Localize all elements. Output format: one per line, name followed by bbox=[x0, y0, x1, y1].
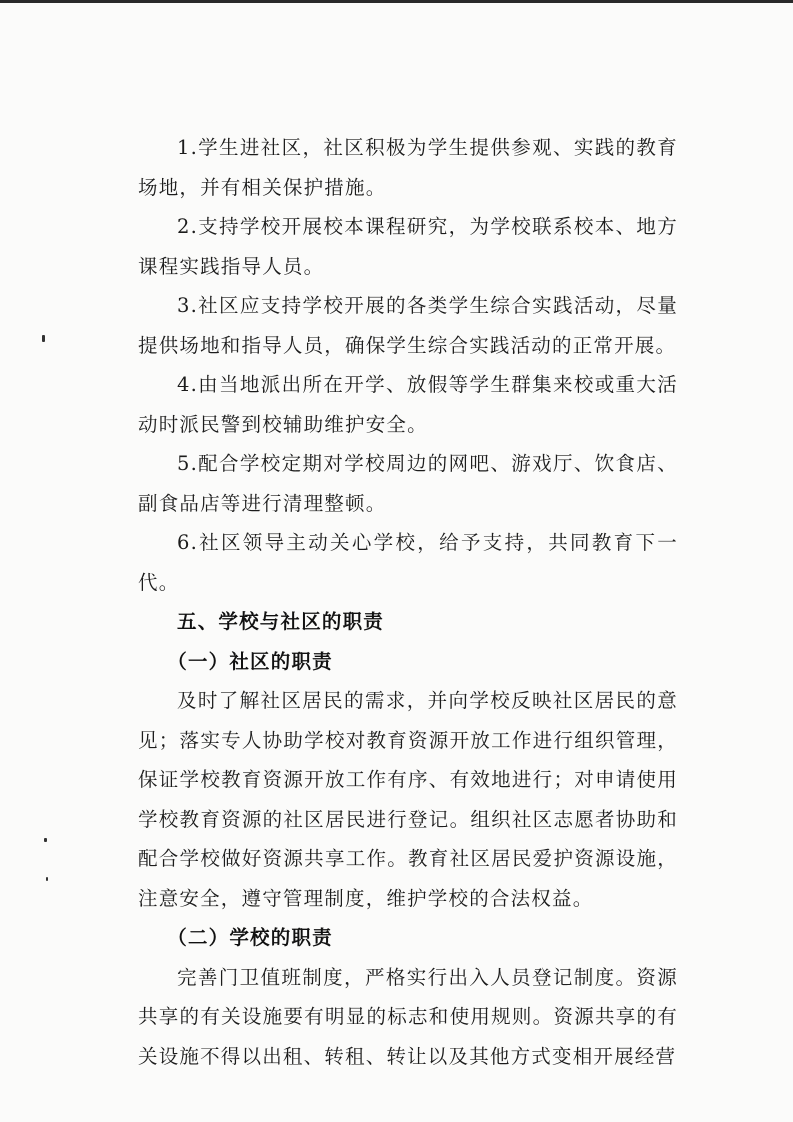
community-duties-paragraph: 及时了解社区居民的需求，并向学校反映社区居民的意见；落实专人协助学校对教育资源开放工作进行组织管理，保证学校教育资源开放工作有序、有效地进行；对申请使用学校教育资源的社区居民进行登记。组织社区志愿者协助和配合学校做好资源共享工作。教育社区居民爱护资源设施，注意安全，遵守管理制度，维护学校的合法权益。 bbox=[138, 689, 678, 910]
paragraph-3: 3.社区应支持学校开展的各类学生综合实践活动，尽量提供场地和指导人员，确保学生综合实践活动的正常开展。 bbox=[138, 294, 678, 357]
paragraph-6: 6.社区领导主动关心学校，给予支持，共同教育下一代。 bbox=[138, 531, 678, 594]
subsection-heading-school: （二）学校的职责 bbox=[167, 926, 333, 949]
scan-top-edge bbox=[0, 0, 793, 3]
subsection-heading-community: （一）社区的职责 bbox=[167, 649, 333, 673]
scan-speck bbox=[46, 877, 48, 881]
paragraph-1: 1.学生进社区，社区积极为学生提供参观、实践的教育场地，并有相关保护措施。 bbox=[138, 136, 678, 199]
scan-speck bbox=[42, 335, 45, 342]
section-heading: 五、学校与社区的职责 bbox=[177, 610, 385, 633]
paragraph-4: 4.由当地派出所在开学、放假等学生群集来校或重大活动时派民警到校辅助维护安全。 bbox=[138, 373, 678, 436]
paragraph-5: 5.配合学校定期对学校周边的网吧、游戏厅、饮食店、副食品店等进行清理整顿。 bbox=[138, 452, 678, 515]
document-body bbox=[138, 128, 678, 1076]
school-duties-paragraph: 完善门卫值班制度，严格实行出入人员登记制度。资源共享的有关设施要有明显的标志和使用规则。资源共享的有关设施不得以出租、转租、转让以及其他方式变相开展经营 bbox=[138, 965, 678, 1068]
scan-speck bbox=[44, 838, 47, 842]
paragraph-2: 2.支持学校开展校本课程研究，为学校联系校本、地方课程实践指导人员。 bbox=[138, 215, 678, 278]
